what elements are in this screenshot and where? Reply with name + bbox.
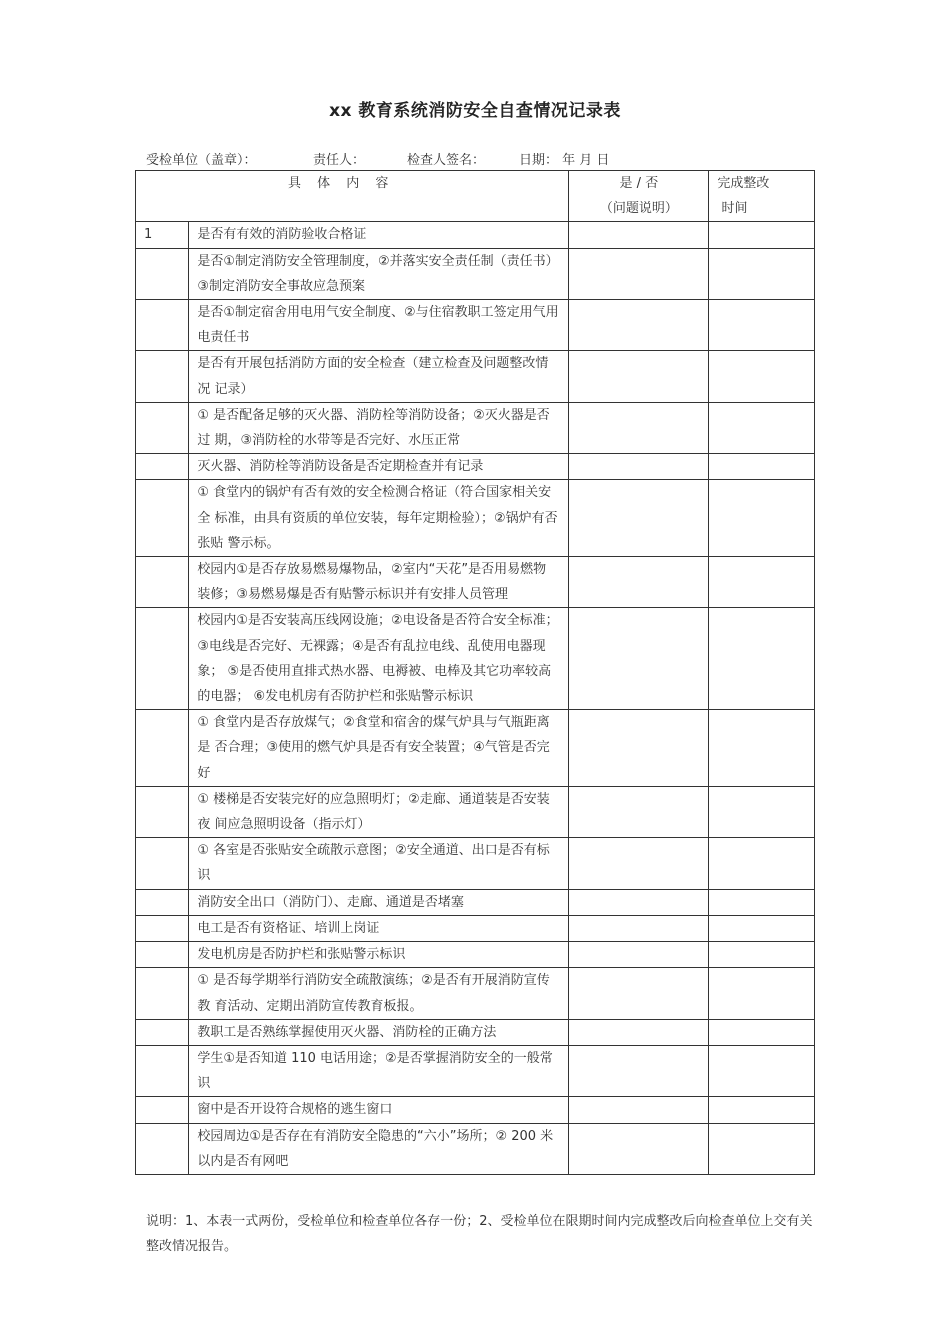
row-completion-time-cell[interactable] xyxy=(709,968,815,1019)
footnote: 说明：1、本表一式两份，受检单位和检查单位各存一份；2、受检单位在限期时间内完成整改后向检查单位上交有关整改情况报告。 xyxy=(146,1214,813,1254)
document-title: xx 教育系统消防安全自查情况记录表 xyxy=(329,101,621,121)
row-yes-no-cell[interactable] xyxy=(569,222,709,248)
row-yes-no-cell[interactable] xyxy=(569,889,709,915)
row-completion-time-cell[interactable] xyxy=(709,1019,815,1045)
row-yes-no-cell[interactable] xyxy=(569,557,709,608)
row-completion-time-cell[interactable] xyxy=(709,608,815,710)
row-completion-time-cell[interactable] xyxy=(709,557,815,608)
row-content: 校园内①是否存放易燃易爆物品，②室内“天花”是否用易燃物 装修；③易燃易爆是否有贴警示标识并有安排人员管理 xyxy=(189,557,569,608)
row-number xyxy=(136,248,189,299)
header-content: 具 体 内 容 xyxy=(136,171,569,222)
table-row xyxy=(136,968,815,1019)
row-content: ① 楼梯是否安装完好的应急照明灯；②走廊、通道装是否安装夜 间应急照明设备（指示灯） xyxy=(189,786,569,837)
row-content: 灭火器、消防栓等消防设备是否定期检查并有记录 xyxy=(189,454,569,480)
row-number xyxy=(136,942,189,968)
row-content: ① 食堂内的锅炉有否有效的安全检测合格证（符合国家相关安全 标准，由具有资质的单位安装，每年定期检验）；②锅炉有否张贴 警示标。 xyxy=(189,480,569,557)
row-number xyxy=(136,1045,189,1096)
row-number: 1 xyxy=(136,222,189,248)
table-row xyxy=(136,222,815,248)
table-row xyxy=(136,608,815,710)
row-completion-time-cell[interactable] xyxy=(709,222,815,248)
row-number xyxy=(136,402,189,453)
row-yes-no-cell[interactable] xyxy=(569,1045,709,1096)
table-row xyxy=(136,1097,815,1123)
inspector-signature-label: 检查人签名： xyxy=(407,153,486,168)
row-completion-time-cell[interactable] xyxy=(709,1123,815,1174)
row-yes-no-cell[interactable] xyxy=(569,248,709,299)
row-number xyxy=(136,454,189,480)
row-number xyxy=(136,710,189,787)
row-yes-no-cell[interactable] xyxy=(569,786,709,837)
row-completion-time-cell[interactable] xyxy=(709,710,815,787)
row-yes-no-cell[interactable] xyxy=(569,1019,709,1045)
row-yes-no-cell[interactable] xyxy=(569,480,709,557)
row-content: ① 是否配备足够的灭火器、消防栓等消防设备；②灭火器是否过 期，③消防栓的水带等是否完好、水压正常 xyxy=(189,402,569,453)
row-content: 发电机房是否防护栏和张贴警示标识 xyxy=(189,942,569,968)
row-content: 是否①制定消防安全管理制度，②并落实安全责任制（责任书） ③制定消防安全事故应急预案 xyxy=(189,248,569,299)
header-time-line2: 时间 xyxy=(717,201,748,217)
row-completion-time-cell[interactable] xyxy=(709,942,815,968)
row-completion-time-cell[interactable] xyxy=(709,1045,815,1096)
row-completion-time-cell[interactable] xyxy=(709,915,815,941)
row-completion-time-cell[interactable] xyxy=(709,300,815,351)
row-number xyxy=(136,351,189,402)
row-content: 教职工是否熟练掌握使用灭火器、消防栓的正确方法 xyxy=(189,1019,569,1045)
table-row xyxy=(136,942,815,968)
row-yes-no-cell[interactable] xyxy=(569,838,709,889)
header-line xyxy=(146,149,609,168)
row-completion-time-cell[interactable] xyxy=(709,838,815,889)
row-content: 校园内①是否安装高压线网设施；②电设备是否符合安全标准；③电线是否完好、无裸露；④是否有乱拉电线、乱使用电器现象； ⑤是否使用直排式热水器、电褥被、电棒及其它功率较高的电器； ⑥发电机房有否防护栏和张贴警示标识 xyxy=(189,608,569,710)
table-row xyxy=(136,1045,815,1096)
table-header-row xyxy=(136,171,815,222)
row-completion-time-cell[interactable] xyxy=(709,351,815,402)
row-completion-time-cell[interactable] xyxy=(709,1097,815,1123)
row-completion-time-cell[interactable] xyxy=(709,248,815,299)
table-row xyxy=(136,915,815,941)
row-content: ① 食堂内是否存放煤气；②食堂和宿舍的煤气炉具与气瓶距离是 否合理；③使用的燃气炉具是否有安全装置；④气管是否完好 xyxy=(189,710,569,787)
header-yes-no-line2: （问题说明） xyxy=(599,201,678,217)
row-number xyxy=(136,557,189,608)
row-number xyxy=(136,300,189,351)
table-row xyxy=(136,786,815,837)
row-number xyxy=(136,480,189,557)
row-content: 是否有有效的消防验收合格证 xyxy=(189,222,569,248)
row-number xyxy=(136,1097,189,1123)
row-content: ① 各室是否张贴安全疏散示意图；②安全通道、出口是否有标识 xyxy=(189,838,569,889)
row-content: 是否有开展包括消防方面的安全检查（建立检查及问题整改情况 记录） xyxy=(189,351,569,402)
row-content: ① 是否每学期举行消防安全疏散演练；②是否有开展消防宣传教 育活动、定期出消防宣传教育板报。 xyxy=(189,968,569,1019)
row-yes-no-cell[interactable] xyxy=(569,402,709,453)
row-yes-no-cell[interactable] xyxy=(569,915,709,941)
row-number xyxy=(136,968,189,1019)
row-content: 消防安全出口（消防门）、走廊、通道是否堵塞 xyxy=(189,889,569,915)
table-row xyxy=(136,300,815,351)
inspected-unit-label: 受检单位（盖章）： xyxy=(146,153,257,168)
row-yes-no-cell[interactable] xyxy=(569,300,709,351)
table-row xyxy=(136,248,815,299)
row-yes-no-cell[interactable] xyxy=(569,608,709,710)
row-yes-no-cell[interactable] xyxy=(569,942,709,968)
row-completion-time-cell[interactable] xyxy=(709,786,815,837)
row-content: 学生①是否知道 110 电话用途；②是否掌握消防安全的一般常识 xyxy=(189,1045,569,1096)
row-yes-no-cell[interactable] xyxy=(569,454,709,480)
row-number xyxy=(136,838,189,889)
table-row xyxy=(136,480,815,557)
row-number xyxy=(136,915,189,941)
row-completion-time-cell[interactable] xyxy=(709,402,815,453)
header-yes-no xyxy=(569,171,709,222)
row-completion-time-cell[interactable] xyxy=(709,889,815,915)
row-content: 电工是否有资格证、培训上岗证 xyxy=(189,915,569,941)
row-completion-time-cell[interactable] xyxy=(709,480,815,557)
row-yes-no-cell[interactable] xyxy=(569,1123,709,1174)
row-yes-no-cell[interactable] xyxy=(569,968,709,1019)
table-row xyxy=(136,454,815,480)
date-label: 日期： 年 月 日 xyxy=(519,153,610,168)
table-row xyxy=(136,838,815,889)
row-number xyxy=(136,889,189,915)
table-row xyxy=(136,889,815,915)
table-row xyxy=(136,402,815,453)
row-content: 窗中是否开设符合规格的逃生窗口 xyxy=(189,1097,569,1123)
row-number xyxy=(136,1123,189,1174)
header-yes-no-line1: 是 / 否 xyxy=(619,176,659,191)
row-completion-time-cell[interactable] xyxy=(709,454,815,480)
row-content: 校园周边①是否存在有消防安全隐患的“六小”场所；② 200 米 以内是否有网吧 xyxy=(189,1123,569,1174)
row-number xyxy=(136,1019,189,1045)
row-yes-no-cell[interactable] xyxy=(569,1097,709,1123)
row-yes-no-cell[interactable] xyxy=(569,351,709,402)
table-row xyxy=(136,1019,815,1045)
inspection-table xyxy=(135,170,815,1175)
row-number xyxy=(136,608,189,710)
table-row xyxy=(136,351,815,402)
table-row xyxy=(136,710,815,787)
responsible-person-label: 责任人： xyxy=(313,153,366,168)
row-number xyxy=(136,786,189,837)
header-completion-time xyxy=(709,171,815,222)
row-content: 是否①制定宿舍用电用气安全制度、②与住宿教职工签定用气用 电责任书 xyxy=(189,300,569,351)
table-row xyxy=(136,1123,815,1174)
row-yes-no-cell[interactable] xyxy=(569,710,709,787)
header-time-line1: 完成整改 xyxy=(717,176,770,191)
table-row xyxy=(136,557,815,608)
